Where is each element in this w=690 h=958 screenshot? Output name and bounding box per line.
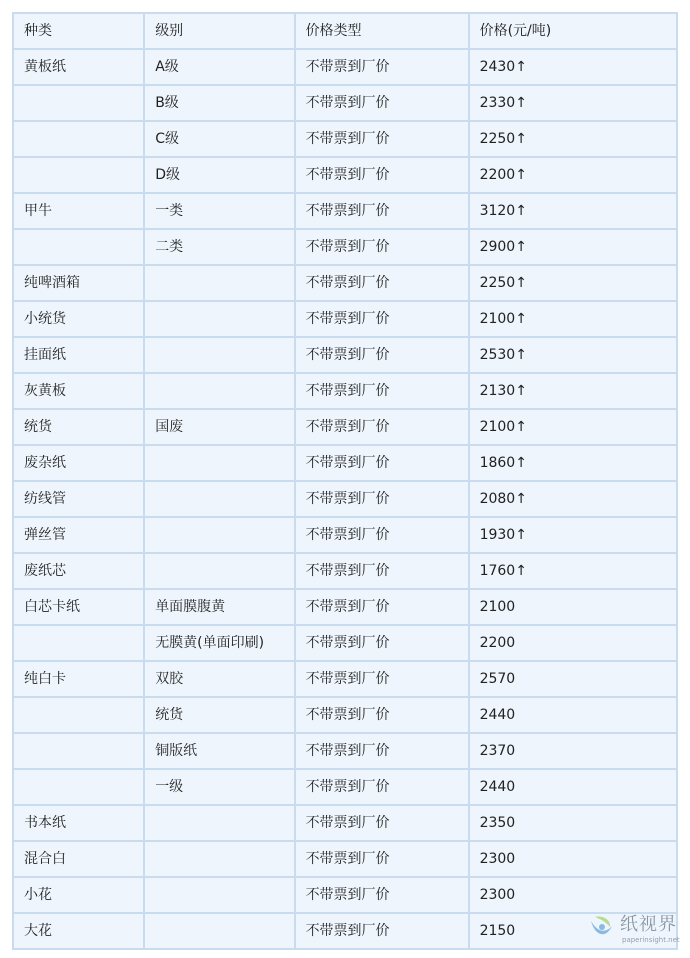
table-row bbox=[12, 878, 678, 914]
cell-price-type: 不带票到厂价 bbox=[296, 914, 470, 950]
cell-kind: 弹丝管 bbox=[12, 518, 145, 554]
cell-kind: 挂面纸 bbox=[12, 338, 145, 374]
cell-price: 2250↑ bbox=[470, 266, 678, 302]
watermark-title: 纸视界 bbox=[620, 914, 677, 935]
cell-kind bbox=[12, 734, 145, 770]
cell-grade: 一级 bbox=[145, 770, 295, 806]
cell-grade: D级 bbox=[145, 158, 295, 194]
cell-price-type: 不带票到厂价 bbox=[296, 770, 470, 806]
table-row bbox=[12, 518, 678, 554]
cell-kind: 纯啤酒箱 bbox=[12, 266, 145, 302]
header-price: 价格(元/吨) bbox=[470, 12, 678, 50]
table-row bbox=[12, 914, 678, 950]
cell-price: 2530↑ bbox=[470, 338, 678, 374]
cell-grade bbox=[145, 518, 295, 554]
table-row bbox=[12, 302, 678, 338]
cell-price-type: 不带票到厂价 bbox=[296, 554, 470, 590]
cell-price-type: 不带票到厂价 bbox=[296, 590, 470, 626]
cell-price-type: 不带票到厂价 bbox=[296, 482, 470, 518]
cell-price-type: 不带票到厂价 bbox=[296, 842, 470, 878]
watermark-subtitle: paperinsight.net bbox=[622, 936, 680, 944]
cell-kind: 废杂纸 bbox=[12, 446, 145, 482]
cell-price: 2300 bbox=[470, 878, 678, 914]
cell-price: 2100↑ bbox=[470, 410, 678, 446]
cell-price-type: 不带票到厂价 bbox=[296, 374, 470, 410]
cell-price: 1930↑ bbox=[470, 518, 678, 554]
cell-grade bbox=[145, 338, 295, 374]
table-row bbox=[12, 338, 678, 374]
price-table-body bbox=[12, 12, 678, 950]
cell-grade bbox=[145, 482, 295, 518]
header-grade: 级别 bbox=[145, 12, 295, 50]
cell-grade: C级 bbox=[145, 122, 295, 158]
table-row bbox=[12, 374, 678, 410]
cell-kind: 黄板纸 bbox=[12, 50, 145, 86]
table-header-row bbox=[12, 12, 678, 50]
header-price-type: 价格类型 bbox=[296, 12, 470, 50]
cell-grade: 统货 bbox=[145, 698, 295, 734]
cell-price: 2080↑ bbox=[470, 482, 678, 518]
cell-price-type: 不带票到厂价 bbox=[296, 734, 470, 770]
cell-price: 2100↑ bbox=[470, 302, 678, 338]
cell-kind: 纺线管 bbox=[12, 482, 145, 518]
cell-kind bbox=[12, 86, 145, 122]
table-row bbox=[12, 446, 678, 482]
cell-price: 2300 bbox=[470, 842, 678, 878]
cell-grade: 单面膜腹黄 bbox=[145, 590, 295, 626]
cell-price-type: 不带票到厂价 bbox=[296, 410, 470, 446]
cell-grade bbox=[145, 374, 295, 410]
cell-kind: 纯白卡 bbox=[12, 662, 145, 698]
cell-price: 1860↑ bbox=[470, 446, 678, 482]
cell-grade: 国废 bbox=[145, 410, 295, 446]
cell-price-type: 不带票到厂价 bbox=[296, 158, 470, 194]
table-row bbox=[12, 806, 678, 842]
cell-grade: 铜版纸 bbox=[145, 734, 295, 770]
cell-grade: 双胶 bbox=[145, 662, 295, 698]
table-row bbox=[12, 482, 678, 518]
cell-price: 2570 bbox=[470, 662, 678, 698]
cell-grade bbox=[145, 302, 295, 338]
cell-kind: 小花 bbox=[12, 878, 145, 914]
cell-grade: B级 bbox=[145, 86, 295, 122]
cell-price: 1760↑ bbox=[470, 554, 678, 590]
cell-kind: 大花 bbox=[12, 914, 145, 950]
table-row bbox=[12, 86, 678, 122]
table-row bbox=[12, 230, 678, 266]
table-row bbox=[12, 698, 678, 734]
cell-price: 2100 bbox=[470, 590, 678, 626]
cell-price-type: 不带票到厂价 bbox=[296, 302, 470, 338]
cell-price-type: 不带票到厂价 bbox=[296, 194, 470, 230]
cell-price-type: 不带票到厂价 bbox=[296, 662, 470, 698]
cell-price-type: 不带票到厂价 bbox=[296, 122, 470, 158]
cell-price: 2150 bbox=[470, 914, 678, 950]
cell-grade bbox=[145, 554, 295, 590]
cell-price: 2900↑ bbox=[470, 230, 678, 266]
cell-price-type: 不带票到厂价 bbox=[296, 50, 470, 86]
cell-kind bbox=[12, 230, 145, 266]
cell-price: 2440 bbox=[470, 770, 678, 806]
cell-kind: 白芯卡纸 bbox=[12, 590, 145, 626]
cell-price: 2330↑ bbox=[470, 86, 678, 122]
cell-grade bbox=[145, 914, 295, 950]
cell-price-type: 不带票到厂价 bbox=[296, 266, 470, 302]
table-row bbox=[12, 626, 678, 662]
cell-price: 2370 bbox=[470, 734, 678, 770]
cell-price-type: 不带票到厂价 bbox=[296, 338, 470, 374]
cell-grade bbox=[145, 266, 295, 302]
cell-price-type: 不带票到厂价 bbox=[296, 518, 470, 554]
cell-grade bbox=[145, 842, 295, 878]
cell-price-type: 不带票到厂价 bbox=[296, 698, 470, 734]
cell-price-type: 不带票到厂价 bbox=[296, 446, 470, 482]
cell-price: 2250↑ bbox=[470, 122, 678, 158]
cell-kind: 书本纸 bbox=[12, 806, 145, 842]
cell-kind bbox=[12, 770, 145, 806]
cell-grade bbox=[145, 806, 295, 842]
table-row bbox=[12, 410, 678, 446]
header-kind: 种类 bbox=[12, 12, 145, 50]
cell-kind: 灰黄板 bbox=[12, 374, 145, 410]
cell-kind bbox=[12, 698, 145, 734]
cell-price-type: 不带票到厂价 bbox=[296, 806, 470, 842]
cell-price: 2440 bbox=[470, 698, 678, 734]
cell-price: 2200↑ bbox=[470, 158, 678, 194]
cell-price-type: 不带票到厂价 bbox=[296, 86, 470, 122]
cell-kind bbox=[12, 122, 145, 158]
cell-kind: 废纸芯 bbox=[12, 554, 145, 590]
table-row bbox=[12, 734, 678, 770]
cell-kind: 小统货 bbox=[12, 302, 145, 338]
cell-grade bbox=[145, 878, 295, 914]
cell-price-type: 不带票到厂价 bbox=[296, 878, 470, 914]
table-row bbox=[12, 842, 678, 878]
cell-grade: 一类 bbox=[145, 194, 295, 230]
cell-price-type: 不带票到厂价 bbox=[296, 626, 470, 662]
cell-price: 3120↑ bbox=[470, 194, 678, 230]
cell-kind bbox=[12, 626, 145, 662]
cell-price: 2430↑ bbox=[470, 50, 678, 86]
cell-grade bbox=[145, 446, 295, 482]
table-row bbox=[12, 266, 678, 302]
cell-grade: 二类 bbox=[145, 230, 295, 266]
table-row bbox=[12, 662, 678, 698]
cell-kind: 统货 bbox=[12, 410, 145, 446]
cell-price-type: 不带票到厂价 bbox=[296, 230, 470, 266]
table-row bbox=[12, 554, 678, 590]
paperinsight-logo-icon bbox=[586, 912, 616, 942]
cell-kind bbox=[12, 158, 145, 194]
table-row bbox=[12, 590, 678, 626]
cell-grade: A级 bbox=[145, 50, 295, 86]
watermark bbox=[582, 906, 682, 952]
price-table bbox=[12, 12, 678, 950]
table-row bbox=[12, 770, 678, 806]
cell-price: 2200 bbox=[470, 626, 678, 662]
cell-kind: 甲牛 bbox=[12, 194, 145, 230]
table-row bbox=[12, 122, 678, 158]
cell-price: 2130↑ bbox=[470, 374, 678, 410]
cell-grade: 无膜黄(单面印刷) bbox=[145, 626, 295, 662]
table-row bbox=[12, 194, 678, 230]
table-row bbox=[12, 158, 678, 194]
cell-price: 2350 bbox=[470, 806, 678, 842]
cell-kind: 混合白 bbox=[12, 842, 145, 878]
table-row bbox=[12, 50, 678, 86]
